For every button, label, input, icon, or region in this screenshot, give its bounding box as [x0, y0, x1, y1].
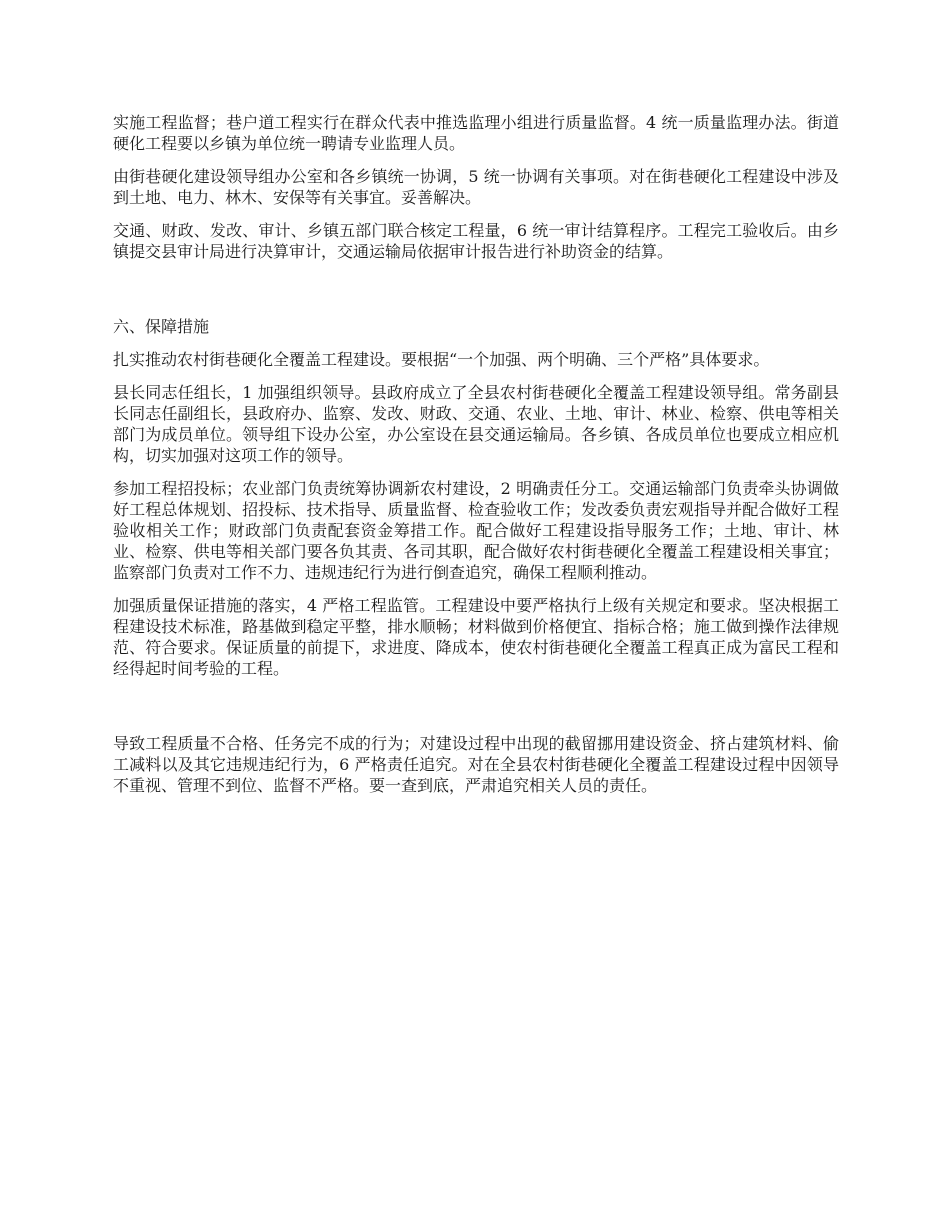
- paragraph-coordination: 由街巷硬化建设领导组办公室和各乡镇统一协调，5 统一协调有关事项。对在街巷硬化工程建设中涉及到土地、电力、林木、安保等有关事宜。妥善解决。: [113, 167, 839, 207]
- paragraph-supervision: 实施工程监督；巷户道工程实行在群众代表中推选监理小组进行质量监督。4 统一质量监理办法。街道硬化工程要以乡镇为单位统一聘请专业监理人员。: [113, 113, 839, 153]
- paragraph-requirements: 扎实推动农村街巷硬化全覆盖工程建设。要根据“一个加强、两个明确、三个严格”具体要求。: [113, 350, 770, 369]
- section-gap: [113, 274, 839, 316]
- paragraph-responsibility: 参加工程招投标；农业部门负责统筹协调新农村建设，2 明确责任分工。交通运输部门负责牵头协调做好工程总体规划、招投标、技术指导、质量监督、检查验收工作；发改委负责宏观指导并配合做好工程验收相关工作；财政部门负责配套资金筹措工作。配合做好工程建设指导服务工作；土地、审计、林业、检察、供电等相关部门要各负其责、各司其职，配合做好农村街巷硬化全覆盖工程建设相关事宜；监察部门负责对工作不力、违规违纪行为进行倒查追究，确保工程顺利推动。: [113, 479, 839, 582]
- paragraph-leadership: 县长同志任组长，1 加强组织领导。县政府成立了全县农村街巷硬化全覆盖工程建设领导组。常务副县长同志任副组长，县政府办、监察、发改、财政、交通、农业、土地、审计、林业、检察、供电等相关部门为成员单位。领导组下设办公室，办公室设在县交通运输局。各乡镇、各成员单位也要成立相应机构，切实加强对这项工作的领导。: [113, 383, 839, 465]
- document-body: [113, 112, 839, 808]
- paragraph-quality: 加强质量保证措施的落实，4 严格工程监管。工程建设中要严格执行上级有关规定和要求。坚决根据工程建设技术标准，路基做到稳定平整，排水顺畅；材料做到价格便宜、指标合格；施工做到操作法律规范、符合要求。保证质量的前提下，求进度、降成本，使农村街巷硬化全覆盖工程真正成为富民工程和经得起时间考验的工程。: [113, 596, 839, 678]
- section-heading: 六、保障措施: [113, 317, 210, 336]
- section-gap: [113, 691, 839, 733]
- paragraph-audit: 交通、财政、发改、审计、乡镇五部门联合核定工程量，6 统一审计结算程序。工程完工验收后。由乡镇提交县审计局进行决算审计，交通运输局依据审计报告进行补助资金的结算。: [113, 221, 839, 261]
- paragraph-accountability: 导致工程质量不合格、任务完不成的行为；对建设过程中出现的截留挪用建设资金、挤占建筑材料、偷工减料以及其它违规违纪行为，6 严格责任追究。对在全县农村街巷硬化全覆盖工程建设过程中因领导不重视、管理不到位、监督不严格。要一查到底，严肃追究相关人员的责任。: [113, 734, 839, 795]
